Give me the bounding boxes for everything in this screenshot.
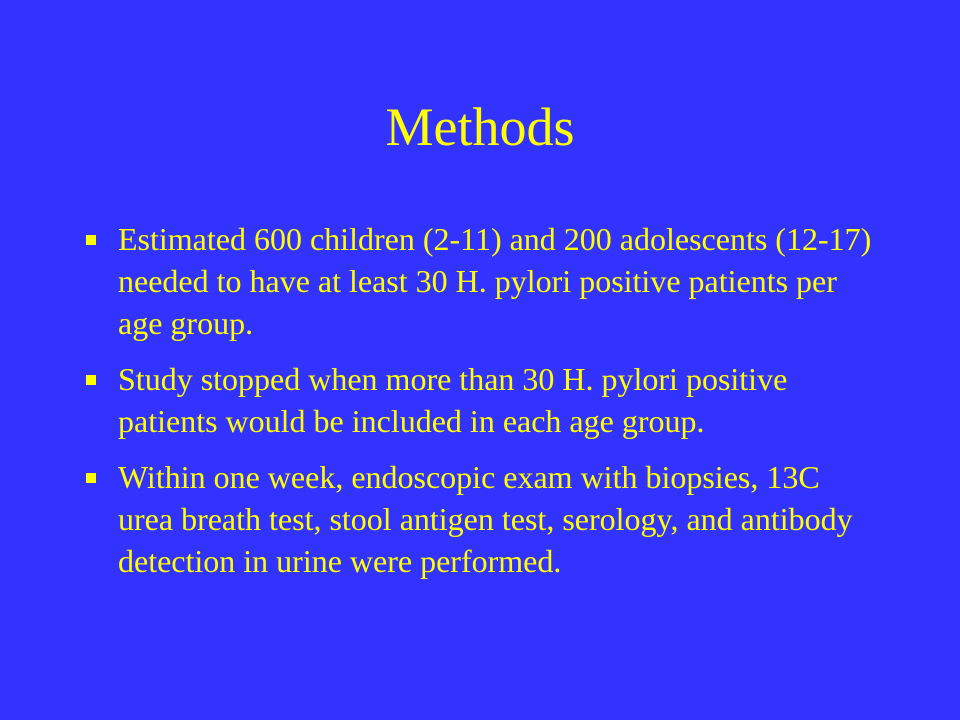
square-bullet-icon (86, 375, 96, 385)
square-bullet-icon (86, 473, 96, 483)
slide-title: Methods (385, 97, 575, 157)
bullet-item (80, 218, 880, 344)
bullet-list (80, 218, 880, 596)
bullet-item (80, 358, 880, 442)
bullet-item (80, 456, 880, 582)
bullet-text: Estimated 600 children (2-11) and 200 adolescents (12-17) needed to have at least 30 H. pylori positive patients per age group. (118, 221, 872, 341)
square-bullet-icon (86, 235, 96, 245)
bullet-text: Within one week, endoscopic exam with biopsies, 13C urea breath test, stool antigen test, serology, and antibody detection in urine were performed. (118, 459, 853, 579)
bullet-text: Study stopped when more than 30 H. pylori positive patients would be included in each age group. (118, 361, 788, 439)
